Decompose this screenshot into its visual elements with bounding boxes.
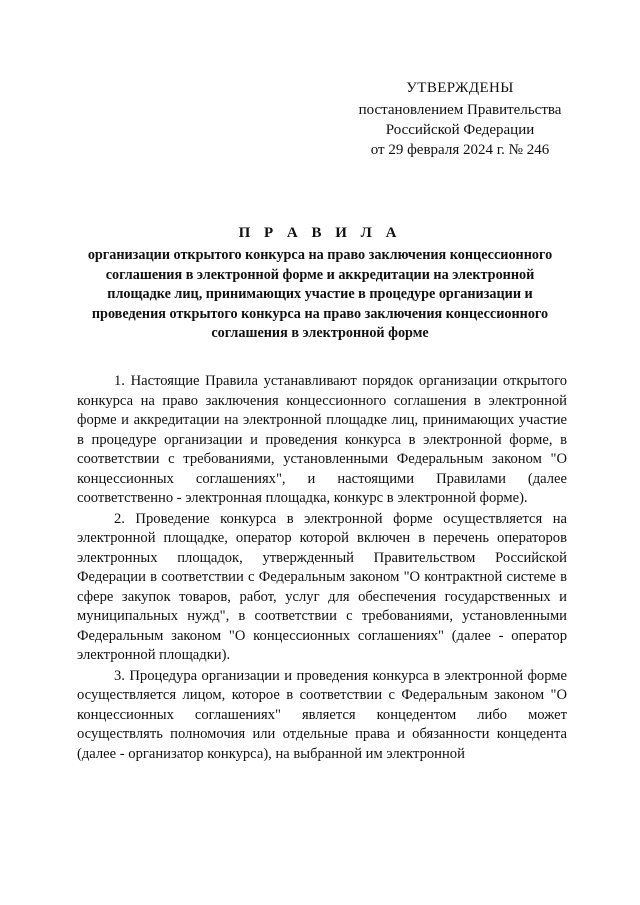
paragraph-3: 3. Процедура организации и проведения конкурса в электронной форме осуществляется лицом, которое в соответствии с Федеральным законом "О концессионных соглашениях" является концедентом либо может осуществлять полномочия или отдельные права и обязанности концедента (далее - организатор конкурса), на выбранной им электронной	[77, 667, 567, 762]
paragraph-2: 2. Проведение конкурса в электронной форме осуществляется на электронной площадке, оператор которой включен в перечень операторов электронных площадок, утвержденный Правительством Российской Федерации в соответствии с Федеральным законом "О контрактной системе в сфере закупок товаров, работ, услуг для обеспечения государственных и муниципальных нужд", в соответствии с требованиями, установленными Федеральным законом "О концессионных соглашениях" (далее - оператор электронной площадки).	[77, 510, 567, 663]
document-body	[77, 372, 567, 765]
approval-line-2: Российской Федерации	[385, 122, 535, 138]
approval-stamp	[330, 78, 590, 160]
document-subtitle: организации открытого конкурса на право заключения концессионного соглашения в электронной форме и аккредитации на электронной площадке лиц, принимающих участие в процедуре организации и проведения открытого конкурса на право заключения концессионного соглашения в электронной форме	[87, 247, 553, 341]
paragraph-1: 1. Настоящие Правила устанавливают порядок организации открытого конкурса на право заключения концессионного соглашения в электронной форме и аккредитации на электронной площадке лиц, принимающих участие в процедуре организации и проведения конкурса в электронной форме, в соответствии с требованиями, установленными Федеральным законом "О концессионных соглашениях", и настоящими Правилами (далее соответственно - электронная площадка, конкурс в электронной форме).	[77, 373, 567, 506]
approval-heading: УТВЕРЖДЕНЫ	[406, 80, 514, 96]
approval-line-1: постановлением Правительства	[358, 102, 562, 118]
approval-line-3: от 29 февраля 2024 г. № 246	[370, 142, 550, 158]
document-title: П Р А В И Л А	[238, 225, 402, 241]
